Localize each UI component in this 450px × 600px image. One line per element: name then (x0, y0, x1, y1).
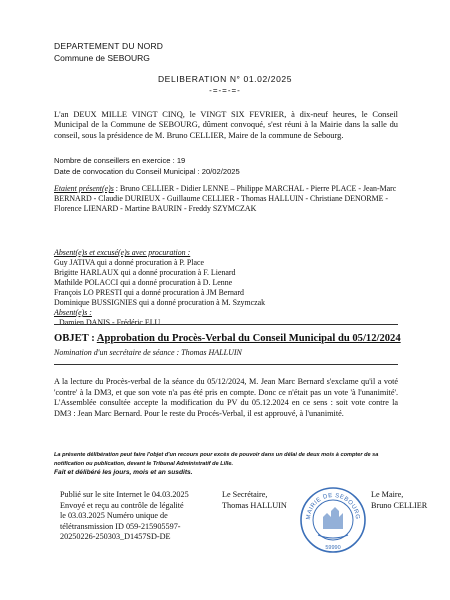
secretary-name: Thomas HALLUIN (222, 500, 287, 510)
body-paragraph: A la lecture du Procès-verbal de la séance du 05/12/2024, M. Jean Marc Bernard s'exclame qu'il a voté 'contre' à la DM3, et que son vote n'a pas été pris en compte. Donc ce n'était pas un vote 'à l'unanimité'. L'Assemblée consultée accepte la modification du PV du 05.12.2024 en ce sens : soit vote contre la DM3 : Jean Marc Bernard. Pour le reste du Procés-Verbal, il est approuvé, à l'unanimité. (54, 377, 398, 418)
convocation-date: Date de convocation du Conseil Municipal : 20/02/2025 (54, 167, 240, 176)
mairie-seal (298, 485, 368, 555)
publication-line: le 03.03.2025 Numéro unique de (60, 511, 168, 521)
counts-block (54, 155, 240, 177)
building-icon (323, 507, 343, 529)
divider-top (54, 324, 398, 325)
procuration-item: Guy JATIVA qui a donné procuration à P. Place (54, 257, 204, 267)
title-separator: -=-=-=- (209, 86, 241, 95)
publication-block (60, 490, 220, 543)
procuration-item: François LO PRESTI qui a donné procuration à JM Bernard (54, 287, 244, 297)
members-count: Nombre de conseillers en exercice : 19 (54, 156, 186, 165)
objet-subject: Approbation du Procès-Verbal du Conseil Municipal du 05/12/2024 (96, 333, 401, 344)
done-statement: Fait et délibéré les jours, mois et an susdits. (54, 469, 193, 476)
objet-label: OBJET : (54, 333, 97, 344)
secretary-signature (222, 490, 287, 511)
seal-postcode: 59990 (325, 545, 341, 551)
publication-line: 20250226-250303_D1457SD-DE (60, 532, 171, 542)
secretary-title: Le Secrétaire, (222, 490, 268, 499)
procuration-item: Dominique BUSSIGNIES qui a donné procuration à M. Szymczak (54, 297, 266, 307)
seal-graphic (298, 485, 368, 555)
present-names: : Bruno CELLIER - Didier LENNE – Philippe MARCHAL - Pierre PLACE - Jean-Marc BERNARD - Claudie DURIEUX - Guillaume CELLIER - Thomas HALLUIN - Christiane DENORME - Florence LIENARD - Martine BAURIN - Freddy SZYMCZAK (54, 184, 397, 213)
department-label: DEPARTEMENT DU NORD (54, 41, 164, 51)
appeal-notice: La présente délibération peut faire l'objet d'un recours pour excès de pouvoir dans un délai de deux mois à compter de sa notification ou publication, devant le Tribunal Administratif de Lille. (54, 452, 379, 467)
procurations-block (54, 248, 265, 307)
publication-line: Publié sur le site Internet le 04.03.2025 (60, 490, 189, 499)
absents-label: Absent(e)s : (54, 308, 92, 317)
commune-label: Commune de SEBOURG (54, 53, 150, 63)
intro-paragraph: L'an DEUX MILLE VINGT CINQ, le VINGT SIX FEVRIER, à dix-neuf heures, le Conseil Municipal de la Commune de SEBOURG, dûment convoqué, s'est réuni à la Mairie dans la salle du conseil, sous la présidence de M. Bruno CELLIER, Maire de la commune de Sebourg. (54, 110, 398, 140)
seal-text: MAIRIE DE SEBOURG (305, 492, 361, 520)
publication-line: télétransmission ID 059-215905597- (60, 521, 181, 531)
objet-heading (54, 333, 404, 346)
procuration-item: Mathilde POLACCI qui a donné procuration à D. Lenne (54, 277, 233, 287)
present-members (54, 184, 404, 214)
secretary-nomination: Nomination d'un secrétaire de séance : Thomas HALLUIN (54, 348, 242, 357)
mayor-title: Le Maire, (371, 490, 404, 499)
publication-line: Envoyé et reçu au contrôle de légalité (60, 500, 184, 510)
procurations-label: Absent(e)s et excusé(e)s avec procuration : (54, 248, 191, 257)
deliberation-number: DELIBERATION N° 01.02/2025 (157, 74, 293, 84)
mayor-name: Bruno CELLIER (371, 500, 428, 510)
present-label: Etaient présent(e)s (54, 184, 114, 193)
procuration-item: Brigitte HARLAUX qui a donné procuration à F. Lienard (54, 267, 236, 277)
mayor-signature (371, 490, 427, 511)
divider-bottom (54, 364, 398, 365)
absents-names: Damien DANIS - Frédéric ELU (59, 317, 161, 327)
